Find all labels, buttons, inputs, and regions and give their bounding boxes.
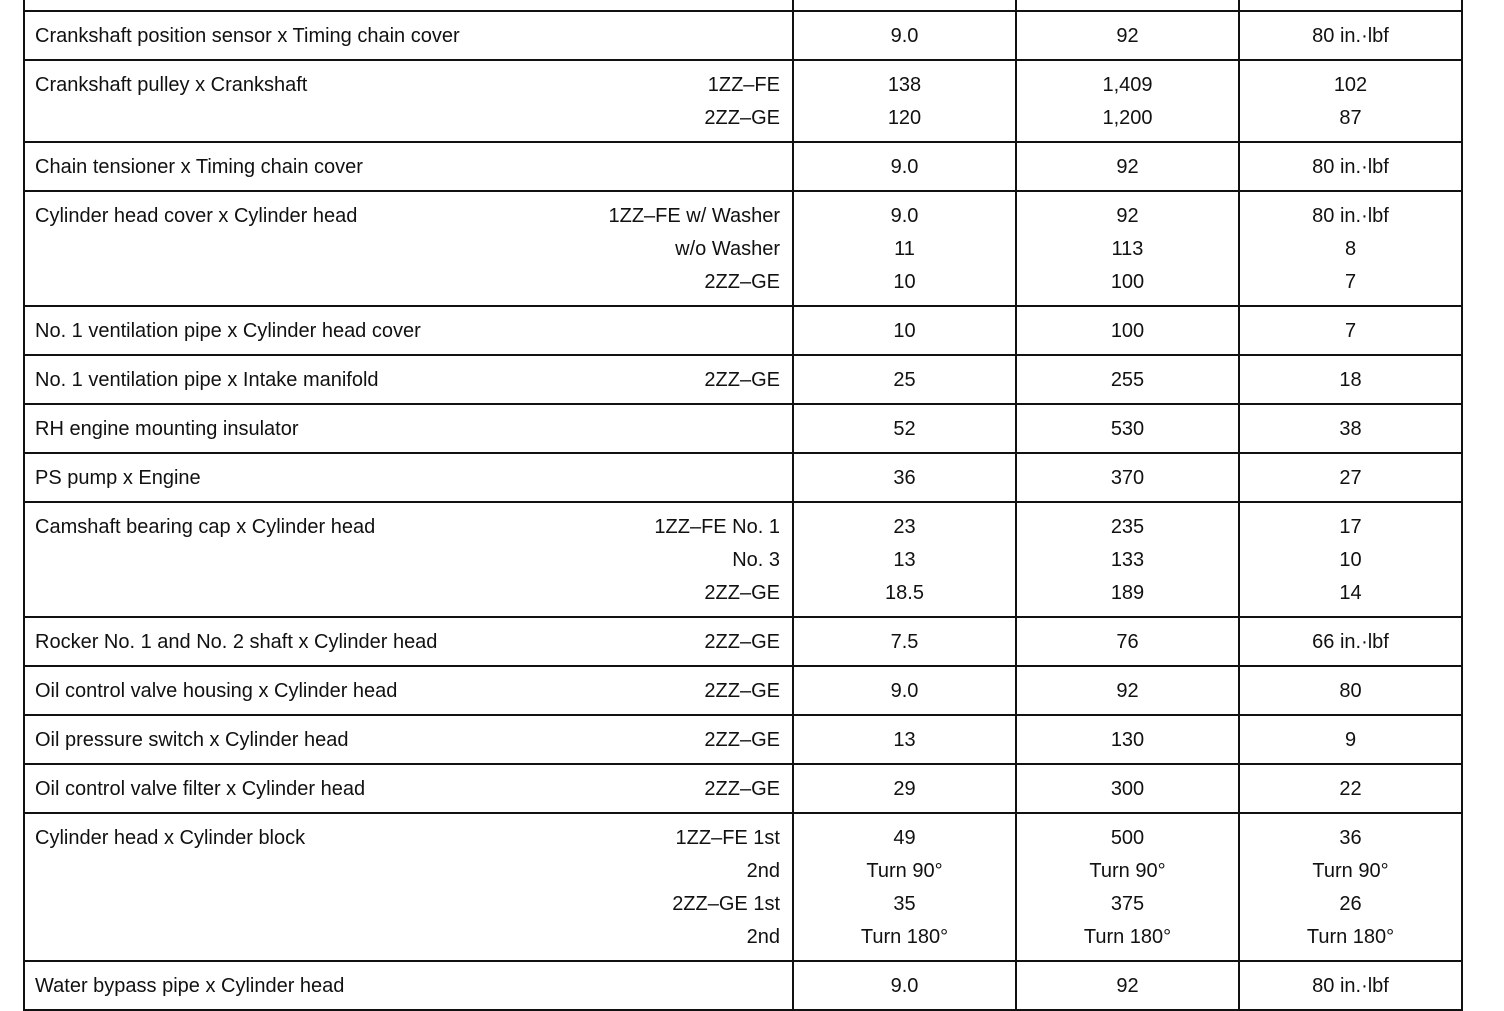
torque-value: 22 [1339, 778, 1362, 800]
engine-spec-label: 2ZZ–GE [704, 631, 780, 653]
torque-nm-cell [793, 764, 1016, 813]
torque-nm-cell [793, 11, 1016, 60]
part-cell [24, 191, 793, 306]
torque-nm-cell [793, 813, 1016, 961]
part-name: Chain tensioner x Timing chain cover [35, 156, 363, 178]
part-name: Water bypass pipe x Cylinder head [35, 975, 345, 997]
torque-value: 300 [1110, 778, 1145, 800]
torque-kgfcm-cell [1016, 191, 1239, 306]
table-row [24, 0, 1462, 11]
part-cell [24, 11, 793, 60]
torque-ftlbf-cell [1239, 0, 1462, 11]
part-name: PS pump x Engine [35, 467, 201, 489]
torque-kgfcm-cell [1016, 666, 1239, 715]
part-name: Oil control valve filter x Cylinder head [35, 778, 366, 800]
torque-value: 235 [1110, 516, 1145, 538]
torque-ftlbf-cell [1239, 764, 1462, 813]
torque-value: 92 [1116, 205, 1139, 227]
torque-kgfcm-cell [1016, 306, 1239, 355]
part-name: RH engine mounting insulator [35, 418, 299, 440]
engine-spec-label: w/o Washer [675, 238, 780, 260]
part-name: Cylinder head x Cylinder block [35, 827, 306, 849]
torque-kgfcm-cell [1016, 404, 1239, 453]
torque-nm-cell [793, 961, 1016, 1010]
table-row [24, 961, 1462, 1010]
torque-value: 35 [893, 893, 916, 915]
torque-kgfcm-cell [1016, 142, 1239, 191]
torque-value: Turn 180° [860, 926, 949, 948]
engine-spec-label: 2ZZ–GE [704, 680, 780, 702]
part-cell [24, 764, 793, 813]
torque-ftlbf-cell [1239, 60, 1462, 142]
part-name: Oil pressure switch x Cylinder head [35, 729, 349, 751]
torque-value: Turn 90° [1089, 860, 1166, 882]
engine-spec-label: 2ZZ–GE [704, 729, 780, 751]
torque-value: 10 [1339, 549, 1362, 571]
torque-value: 10 [893, 320, 916, 342]
torque-value: 133 [1110, 549, 1145, 571]
torque-value: 9.0 [890, 156, 919, 178]
torque-kgfcm-cell [1016, 617, 1239, 666]
torque-nm-cell [793, 306, 1016, 355]
torque-ftlbf-cell [1239, 617, 1462, 666]
torque-value: 80 [1339, 680, 1362, 702]
torque-value: 36 [1339, 827, 1362, 849]
torque-ftlbf-cell [1239, 11, 1462, 60]
table-row [24, 404, 1462, 453]
torque-value: 23 [893, 516, 916, 538]
torque-kgfcm-cell [1016, 11, 1239, 60]
torque-value: 66 in.·lbf [1312, 631, 1389, 653]
engine-spec-label: 2ZZ–GE [704, 369, 780, 391]
torque-value: 130 [1110, 729, 1145, 751]
torque-value: 100 [1110, 320, 1145, 342]
torque-value: 9.0 [890, 205, 919, 227]
engine-spec-label: 2ZZ–GE [704, 271, 780, 293]
engine-spec-label: 2ZZ–GE [704, 778, 780, 800]
torque-value: 18 [1339, 369, 1362, 391]
torque-value: 370 [1110, 467, 1145, 489]
engine-spec-label: 2ZZ–GE [704, 107, 780, 129]
part-cell [24, 813, 793, 961]
engine-spec-label: 1ZZ–FE No. 1 [654, 516, 780, 538]
torque-nm-cell [793, 617, 1016, 666]
torque-ftlbf-cell [1239, 404, 1462, 453]
part-name: Crankshaft position sensor x Timing chain cover [35, 25, 460, 47]
torque-nm-cell [793, 355, 1016, 404]
torque-value: 76 [1116, 631, 1139, 653]
torque-nm-cell [793, 142, 1016, 191]
torque-value: Turn 180° [1083, 926, 1172, 948]
torque-kgfcm-cell [1016, 715, 1239, 764]
torque-kgfcm-cell [1016, 764, 1239, 813]
table-row [24, 453, 1462, 502]
torque-value: 38 [1339, 418, 1362, 440]
part-name: No. 1 ventilation pipe x Intake manifold [35, 369, 379, 391]
torque-value: 1,409 [1102, 74, 1153, 96]
torque-value: 29 [893, 778, 916, 800]
part-cell [24, 355, 793, 404]
torque-kgfcm-cell [1016, 60, 1239, 142]
torque-value: 9.0 [890, 680, 919, 702]
torque-value: 80 in.·lbf [1312, 975, 1389, 997]
torque-value: 7 [1344, 320, 1357, 342]
torque-value: 92 [1116, 680, 1139, 702]
part-name: Oil control valve housing x Cylinder head [35, 680, 398, 702]
torque-value: Turn 90° [866, 860, 943, 882]
part-name: Cylinder head cover x Cylinder head [35, 205, 358, 227]
table-row [24, 142, 1462, 191]
part-cell [24, 617, 793, 666]
torque-nm-cell [793, 715, 1016, 764]
torque-value: Turn 90° [1312, 860, 1389, 882]
torque-value: 9.0 [890, 25, 919, 47]
torque-spec-table [23, 0, 1463, 1011]
torque-value: 7.5 [890, 631, 919, 653]
torque-value: 27 [1339, 467, 1362, 489]
torque-kgfcm-cell [1016, 961, 1239, 1010]
table-row [24, 355, 1462, 404]
table-row [24, 764, 1462, 813]
part-cell [24, 60, 793, 142]
torque-ftlbf-cell [1239, 715, 1462, 764]
torque-value: 25 [893, 369, 916, 391]
table-row [24, 191, 1462, 306]
torque-value: 92 [1116, 156, 1139, 178]
part-cell [24, 666, 793, 715]
torque-value: 49 [893, 827, 916, 849]
torque-ftlbf-cell [1239, 355, 1462, 404]
torque-nm-cell [793, 666, 1016, 715]
torque-value: 80 in.·lbf [1312, 205, 1389, 227]
torque-value: 9.0 [890, 975, 919, 997]
table-row [24, 715, 1462, 764]
part-cell [24, 142, 793, 191]
torque-kgfcm-cell [1016, 502, 1239, 617]
table-row [24, 306, 1462, 355]
table-row [24, 813, 1462, 961]
engine-spec-label: 2ZZ–GE [704, 582, 780, 604]
torque-value: 530 [1110, 418, 1145, 440]
torque-nm-cell [793, 502, 1016, 617]
torque-value: 255 [1110, 369, 1145, 391]
torque-ftlbf-cell [1239, 191, 1462, 306]
torque-value: 100 [1110, 271, 1145, 293]
part-cell [24, 961, 793, 1010]
table-row [24, 502, 1462, 617]
torque-value: 18.5 [885, 582, 924, 604]
engine-spec-label: 1ZZ–FE [707, 74, 780, 96]
table-row [24, 11, 1462, 60]
part-name: Rocker No. 1 and No. 2 shaft x Cylinder head [35, 631, 438, 653]
torque-spec-table-body [24, 0, 1462, 1010]
torque-nm-cell [793, 404, 1016, 453]
torque-ftlbf-cell [1239, 961, 1462, 1010]
engine-spec-label: 1ZZ–FE 1st [675, 827, 780, 849]
torque-ftlbf-cell [1239, 813, 1462, 961]
torque-value: 26 [1339, 893, 1362, 915]
torque-value: 120 [887, 107, 922, 129]
engine-spec-label: 2ZZ–GE 1st [672, 893, 780, 915]
engine-spec-label: 2nd [746, 860, 780, 882]
torque-value: 102 [1333, 74, 1368, 96]
torque-ftlbf-cell [1239, 306, 1462, 355]
torque-kgfcm-cell [1016, 813, 1239, 961]
part-cell [24, 502, 793, 617]
torque-nm-cell [793, 453, 1016, 502]
part-name: No. 1 ventilation pipe x Cylinder head cover [35, 320, 421, 342]
torque-value: 17 [1339, 516, 1362, 538]
torque-value: 13 [893, 729, 916, 751]
table-row [24, 60, 1462, 142]
torque-value: 87 [1339, 107, 1362, 129]
torque-value: 375 [1110, 893, 1145, 915]
table-row [24, 666, 1462, 715]
torque-kgfcm-cell [1016, 453, 1239, 502]
table-row [24, 617, 1462, 666]
torque-value: 9 [1344, 729, 1357, 751]
torque-value: Turn 180° [1306, 926, 1395, 948]
torque-value: 189 [1110, 582, 1145, 604]
torque-value: 36 [893, 467, 916, 489]
part-cell [24, 404, 793, 453]
torque-value: 7 [1344, 271, 1357, 293]
torque-ftlbf-cell [1239, 142, 1462, 191]
torque-value: 52 [893, 418, 916, 440]
torque-value: 113 [1111, 238, 1144, 260]
torque-value: 138 [887, 74, 922, 96]
torque-value: 14 [1339, 582, 1362, 604]
torque-value: 8 [1344, 238, 1357, 260]
torque-value: 500 [1110, 827, 1145, 849]
engine-spec-label: 1ZZ–FE w/ Washer [608, 205, 780, 227]
torque-nm-cell [793, 60, 1016, 142]
torque-value: 80 in.·lbf [1312, 25, 1389, 47]
torque-nm-cell [793, 191, 1016, 306]
torque-value: 10 [893, 271, 916, 293]
torque-value: 1,200 [1102, 107, 1153, 129]
torque-value: 92 [1116, 25, 1139, 47]
torque-value: 92 [1116, 975, 1139, 997]
torque-ftlbf-cell [1239, 502, 1462, 617]
torque-nm-cell [793, 0, 1016, 11]
torque-kgfcm-cell [1016, 0, 1239, 11]
torque-value: 11 [894, 238, 915, 260]
engine-spec-label: 2nd [746, 926, 780, 948]
part-name: Camshaft bearing cap x Cylinder head [35, 516, 376, 538]
part-cell [24, 715, 793, 764]
part-name: Crankshaft pulley x Crankshaft [35, 74, 308, 96]
engine-spec-label: No. 3 [732, 549, 780, 571]
part-cell [24, 306, 793, 355]
torque-kgfcm-cell [1016, 355, 1239, 404]
part-cell [24, 453, 793, 502]
torque-ftlbf-cell [1239, 453, 1462, 502]
torque-value: 13 [893, 549, 916, 571]
torque-ftlbf-cell [1239, 666, 1462, 715]
part-cell [24, 0, 793, 11]
torque-value: 80 in.·lbf [1312, 156, 1389, 178]
